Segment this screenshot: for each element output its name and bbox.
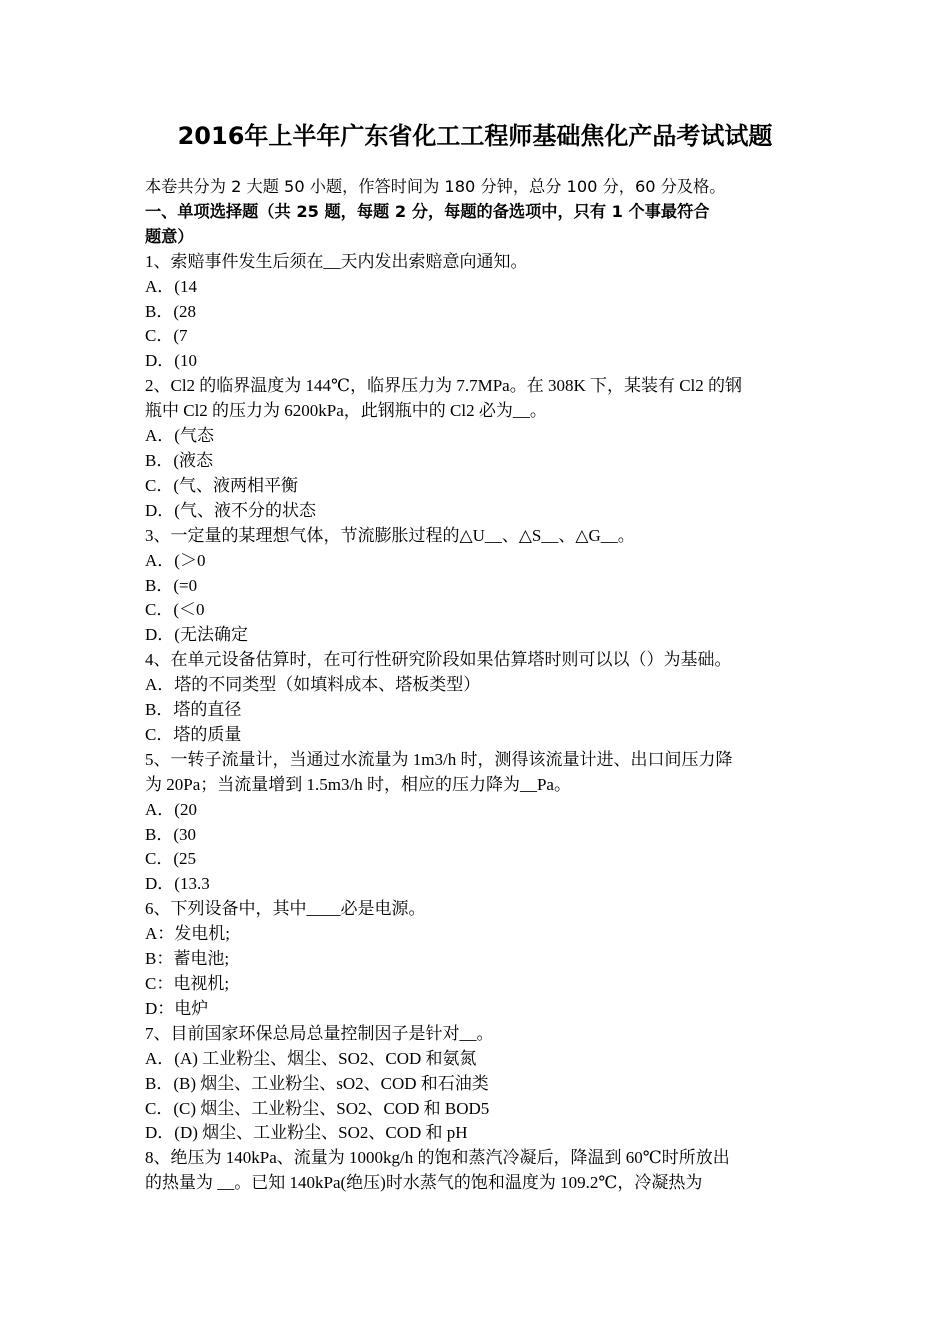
answer-option: B．(28 <box>145 301 196 321</box>
answer-option: A．(20 <box>145 799 197 819</box>
exam-intro: 本卷共分为 2 大题 50 小题，作答时间为 180 分钟，总分 100 分，60 分及格。 <box>145 177 726 196</box>
question-stem: 3、一定量的某理想气体，节流膨胀过程的△U__、△S__、△G__。 <box>145 525 635 545</box>
answer-option: B．(液态 <box>145 450 213 470</box>
section-heading: 一、单项选择题（共 25 题，每题 2 分，每题的备选项中，只有 1 个事最符合 <box>145 201 710 221</box>
document-body <box>145 175 810 1196</box>
answer-option: A：发电机; <box>145 924 230 944</box>
answer-option: D．(气、液不分的状态 <box>145 500 316 520</box>
answer-option: C．(C) 烟尘、工业粉尘、SO2、COD 和 BOD5 <box>145 1098 490 1118</box>
question-item <box>145 524 810 649</box>
answer-option: B：蓄电池; <box>145 949 230 969</box>
question-item <box>145 374 810 523</box>
answer-option: C：电视机; <box>145 974 230 993</box>
section-heading-continued: 题意） <box>145 226 194 246</box>
question-item <box>145 1146 810 1196</box>
answer-option: A．(气态 <box>145 426 214 446</box>
question-stem: 7、目前国家环保总局总量控制因子是针对__。 <box>145 1023 494 1043</box>
question-stem: 8、绝压为 140kPa、流量为 1000kg/h 的饱和蒸汽冷凝后，降温到 60℃时所放出 <box>145 1148 730 1168</box>
answer-option: B．(B) 烟尘、工业粉尘、sO2、COD 和石油类 <box>145 1073 489 1093</box>
question-stem: 为 20Pa；当流量增到 1.5m3/h 时，相应的压力降为__Pa。 <box>145 774 571 794</box>
question-list <box>145 250 810 1196</box>
question-stem: 4、在单元设备估算时，在可行性研究阶段如果估算塔时则可以以（）为基础。 <box>145 650 732 670</box>
question-item <box>145 1022 810 1147</box>
answer-option: D．(无法确定 <box>145 625 248 645</box>
question-stem: 2、Cl2 的临界温度为 144℃，临界压力为 7.7MPa。在 308K 下，某装有 Cl2 的钢 <box>145 376 743 396</box>
question-item <box>145 648 810 748</box>
answer-option: C．(气、液两相平衡 <box>145 475 298 495</box>
answer-option: C．(7 <box>145 326 188 346</box>
answer-option: B．(30 <box>145 824 196 844</box>
question-item <box>145 250 810 375</box>
answer-option: A．塔的不同类型（如填料成本、塔板类型） <box>145 675 481 695</box>
answer-option: C．(25 <box>145 849 196 869</box>
answer-option: D．(10 <box>145 351 197 371</box>
question-stem: 瓶中 Cl2 的压力为 6200kPa，此钢瓶中的 Cl2 必为__。 <box>145 401 547 421</box>
answer-option: A．(＞0 <box>145 550 206 570</box>
answer-option: C．塔的质量 <box>145 724 242 744</box>
answer-option: C．(＜0 <box>145 600 205 620</box>
answer-option: D：电炉 <box>145 998 209 1018</box>
question-item <box>145 897 810 1022</box>
answer-option: B．塔的直径 <box>145 700 242 720</box>
answer-option: D．(13.3 <box>145 874 210 894</box>
answer-option: A．(A) 工业粉尘、烟尘、SO2、COD 和氨氮 <box>145 1048 477 1068</box>
question-stem: 6、下列设备中，其中____必是电源。 <box>145 899 426 919</box>
document-title: 2016年上半年广东省化工工程师基础焦化产品考试试题 <box>177 122 773 150</box>
question-item <box>145 748 810 897</box>
answer-option: B．(=0 <box>145 575 198 595</box>
question-stem: 的热量为 __。已知 140kPa(绝压)时水蒸气的饱和温度为 109.2℃，冷凝热为 <box>145 1173 703 1193</box>
answer-option: D．(D) 烟尘、工业粉尘、SO2、COD 和 pH <box>145 1123 468 1143</box>
question-stem: 5、一转子流量计，当通过水流量为 1m3/h 时，测得该流量计进、出口间压力降 <box>145 749 733 769</box>
question-stem: 1、索赔事件发生后须在__天内发出索赔意向通知。 <box>145 251 528 271</box>
answer-option: A．(14 <box>145 276 197 296</box>
